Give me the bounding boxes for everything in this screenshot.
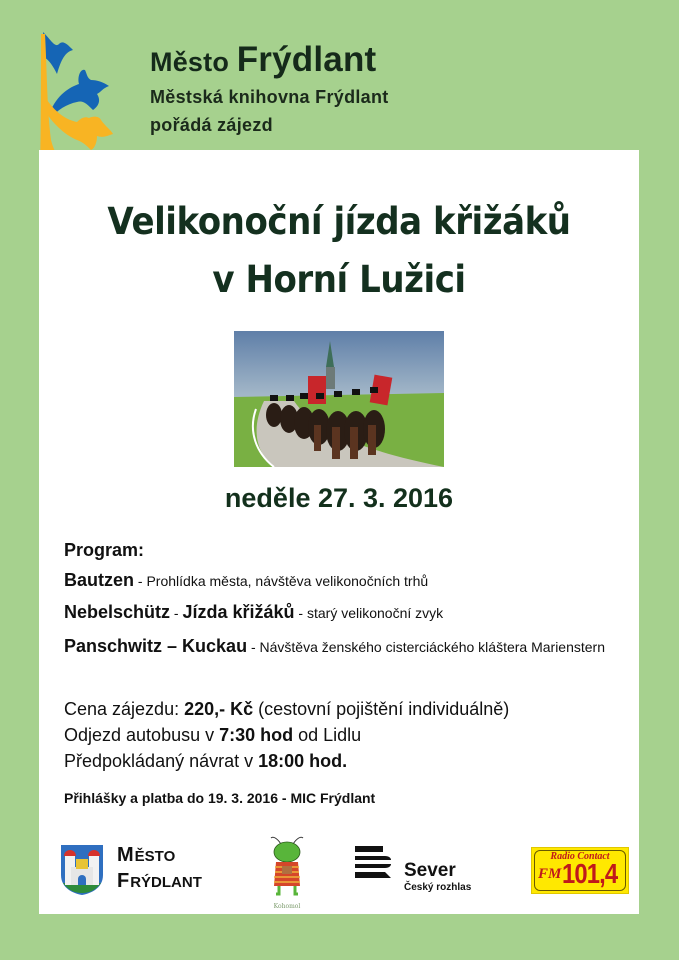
separator: - bbox=[134, 573, 147, 589]
library-name: Městská knihovna Frýdlant bbox=[150, 87, 389, 107]
price-note: (cestovní pojištění individuálně) bbox=[253, 699, 510, 719]
event-title bbox=[63, 193, 615, 309]
radio-name: Radio Contact bbox=[550, 851, 610, 862]
price-line bbox=[64, 696, 509, 722]
radio-contact-frame bbox=[534, 850, 626, 891]
coat-of-arms-icon bbox=[59, 843, 105, 895]
departure-label: Odjezd autobusu v bbox=[64, 725, 220, 745]
return-time: 18:00 hod. bbox=[258, 751, 348, 771]
program-highlight: Jízda křižáků bbox=[182, 602, 295, 622]
radio-frequency: 101,4 bbox=[562, 858, 618, 889]
radio-fm: FM bbox=[538, 866, 562, 882]
return-line bbox=[64, 748, 347, 774]
header bbox=[150, 42, 389, 136]
program-place: Nebelschütz bbox=[64, 602, 171, 622]
cesky-rozhlas-r-icon bbox=[355, 846, 395, 882]
content-panel bbox=[39, 150, 639, 914]
cesky-rozhlas-sever-logo bbox=[355, 846, 495, 898]
wordmark-rest: ĚSTO bbox=[134, 848, 176, 865]
kohomol-logo bbox=[267, 836, 307, 910]
mesto-frydlant-wordmark bbox=[117, 843, 202, 895]
departure-line bbox=[64, 722, 361, 748]
departure-place: od Lidlu bbox=[293, 725, 362, 745]
price-value: 220,- Kč bbox=[184, 699, 254, 719]
city-name: Frýdlant bbox=[236, 40, 377, 79]
program-item-nebelschutz bbox=[64, 602, 619, 624]
radio-contact-logo bbox=[531, 847, 629, 894]
kohomol-caption: Kohomol bbox=[273, 903, 301, 910]
organizes-text: pořádá zájezd bbox=[150, 115, 273, 135]
program-desc: starý velikonoční zvyk bbox=[307, 605, 444, 621]
cesky-rozhlas-label: Český rozhlas bbox=[404, 882, 472, 893]
sever-name: Sever bbox=[404, 860, 456, 881]
wordmark-rest: RÝDLANT bbox=[130, 874, 202, 891]
separator: - bbox=[294, 605, 307, 621]
event-photo bbox=[234, 331, 444, 467]
mesto-frydlant-logo bbox=[59, 843, 202, 895]
return-label: Předpokládaný návrat v bbox=[64, 751, 259, 771]
separator: - bbox=[247, 639, 260, 655]
program-item-panschwitz bbox=[64, 636, 619, 658]
departure-time: 7:30 hod bbox=[219, 725, 294, 745]
program-place: Panschwitz – Kuckau bbox=[64, 636, 248, 656]
city-prefix: Město bbox=[150, 47, 230, 77]
price-label: Cena zájezdu: bbox=[64, 699, 185, 719]
city-title bbox=[150, 42, 389, 77]
wordmark-initial: F bbox=[117, 870, 131, 892]
event-date: neděle 27. 3. 2016 bbox=[224, 483, 454, 513]
wordmark-initial: M bbox=[117, 844, 135, 866]
program-desc: Prohlídka města, návštěva velikonočních trhů bbox=[146, 573, 429, 589]
program-desc: Návštěva ženského cisterciáckého kláštera Marienstern bbox=[259, 639, 606, 655]
program-place: Bautzen bbox=[64, 570, 135, 590]
registration-deadline: Přihlášky a platba do 19. 3. 2016 - MIC Frýdlant bbox=[64, 790, 376, 806]
program-heading: Program: bbox=[64, 540, 145, 560]
kohomol-bug-icon bbox=[267, 836, 307, 898]
event-title-line2: v Horní Lužici bbox=[212, 258, 466, 301]
event-title-line1: Velikonoční jízda křižáků bbox=[107, 200, 571, 243]
program-item-bautzen bbox=[64, 570, 619, 592]
separator: - bbox=[170, 605, 183, 621]
